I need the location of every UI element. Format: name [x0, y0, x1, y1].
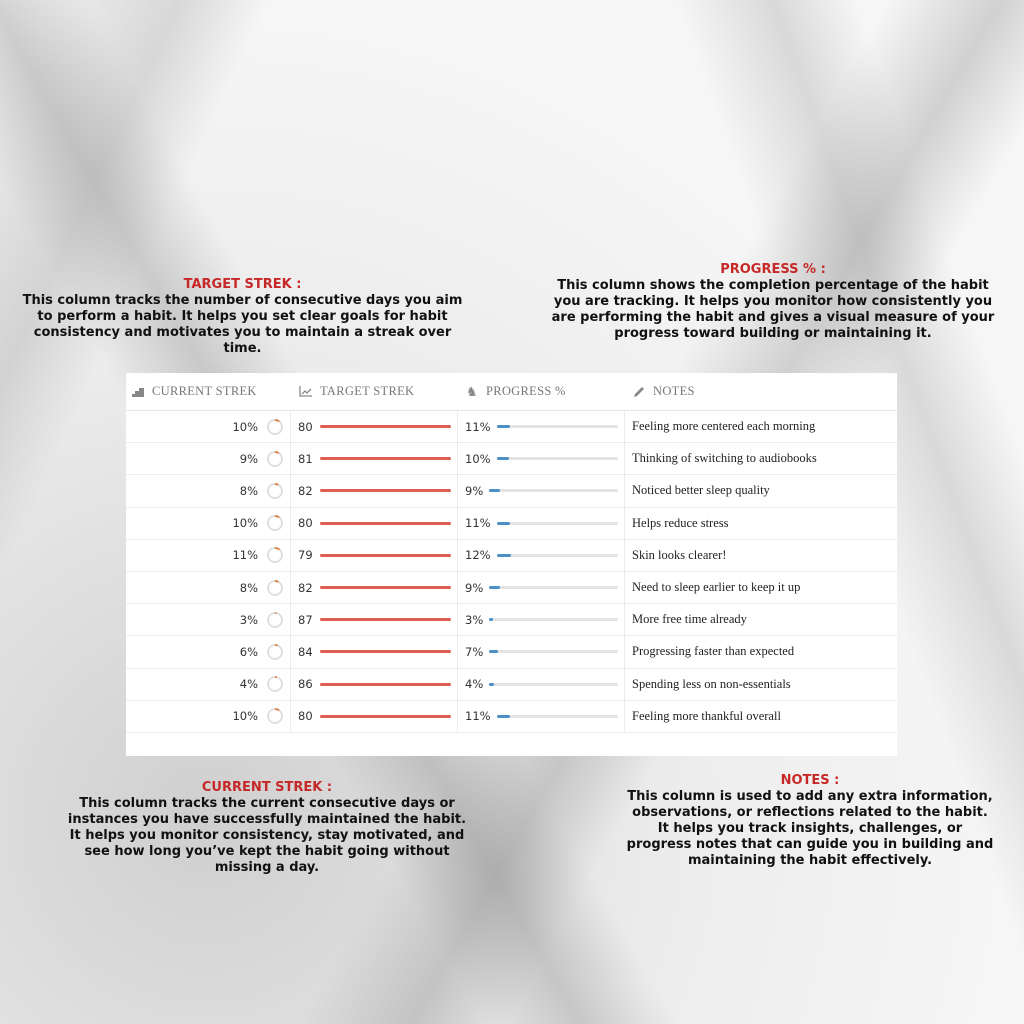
- notes-cell[interactable]: [625, 443, 897, 474]
- target-strek-value: 82: [298, 580, 313, 595]
- caption-body: This column tracks the current consecutive days or instances you have successfully maintained the habit. It helps you monitor consistency, stay motivated, and see how long you’ve kept the habit going without missing a day.: [67, 796, 467, 875]
- progress-bar-fill: [497, 457, 509, 460]
- header-label: PROGRESS %: [485, 384, 566, 398]
- progress-bar: [497, 554, 618, 557]
- target-bar: [320, 715, 451, 718]
- target-strek-value: 82: [298, 483, 313, 498]
- current-strek-value: 11%: [232, 548, 258, 563]
- progress-value: 11%: [465, 709, 491, 724]
- caption-title: CURRENT STREK :: [201, 780, 333, 795]
- target-strek-value: 87: [298, 612, 313, 627]
- notes-cell[interactable]: [625, 572, 897, 603]
- progress-cell[interactable]: [458, 443, 625, 474]
- target-bar: [320, 554, 451, 557]
- target-strek-cell[interactable]: [291, 572, 458, 603]
- target-bar: [320, 586, 451, 589]
- caption-body: This column is used to add any extra information, observations, or reflections related to the habit. It helps you track insights, challenges, or progress notes that can guide you in building and maintaining the habit effectively.: [626, 789, 994, 868]
- table-row[interactable]: [126, 604, 897, 636]
- progress-ring-icon: [266, 611, 284, 629]
- progress-ring-icon: [266, 707, 284, 725]
- note-text: Spending less on non-essentials: [632, 676, 791, 691]
- progress-bar: [489, 683, 618, 686]
- line-chart-icon: [299, 386, 312, 397]
- progress-bar-fill: [489, 489, 500, 492]
- target-bar: [320, 618, 451, 621]
- table-header: [126, 373, 897, 411]
- progress-ring-icon: [266, 675, 284, 693]
- progress-value: 7%: [465, 644, 484, 659]
- notes-cell[interactable]: [625, 508, 897, 539]
- progress-value: 12%: [465, 548, 491, 563]
- target-bar: [320, 489, 451, 492]
- habit-table: [126, 373, 897, 756]
- table-row[interactable]: [126, 411, 897, 443]
- target-strek-value: 84: [298, 644, 313, 659]
- progress-bar-fill: [497, 522, 511, 525]
- target-bar: [320, 457, 451, 460]
- target-strek-cell[interactable]: [291, 604, 458, 635]
- table-row[interactable]: [126, 669, 897, 701]
- progress-bar: [489, 650, 618, 653]
- caption-body: This column shows the completion percentage of the habit you are tracking. It helps you monitor how consistently you are performing the habit and gives a visual measure of your progress toward building or maintaining it.: [551, 278, 995, 341]
- target-strek-value: 81: [298, 451, 313, 466]
- target-strek-value: 80: [298, 419, 313, 434]
- notes-cell[interactable]: [625, 669, 897, 700]
- target-bar: [320, 425, 451, 428]
- progress-ring-icon: [266, 643, 284, 661]
- current-strek-cell[interactable]: [126, 604, 291, 635]
- header-target-strek[interactable]: [291, 384, 458, 399]
- progress-cell[interactable]: [458, 636, 625, 667]
- current-strek-value: 10%: [232, 516, 258, 531]
- header-current-strek[interactable]: [126, 384, 291, 399]
- header-notes[interactable]: [625, 384, 897, 399]
- progress-cell[interactable]: [458, 411, 625, 442]
- current-strek-cell[interactable]: [126, 701, 291, 732]
- notes-cell[interactable]: [625, 604, 897, 635]
- caption-title: PROGRESS % :: [720, 262, 826, 277]
- note-text: More free time already: [632, 612, 747, 627]
- current-strek-value: 4%: [239, 677, 258, 692]
- note-text: Need to sleep earlier to keep it up: [632, 580, 801, 595]
- current-strek-cell[interactable]: [126, 475, 291, 506]
- progress-ring-icon: [266, 450, 284, 468]
- target-bar: [320, 650, 451, 653]
- target-strek-value: 79: [298, 548, 313, 563]
- note-text: Noticed better sleep quality: [632, 483, 770, 498]
- progress-bar-fill: [489, 683, 494, 686]
- current-strek-cell[interactable]: [126, 636, 291, 667]
- table-row[interactable]: [126, 540, 897, 572]
- table-row[interactable]: [126, 701, 897, 733]
- target-strek-cell[interactable]: [291, 636, 458, 667]
- progress-bar: [489, 618, 618, 621]
- notes-cell[interactable]: [625, 701, 897, 732]
- progress-bar-fill: [489, 650, 498, 653]
- progress-cell[interactable]: [458, 572, 625, 603]
- target-bar: [320, 522, 451, 525]
- header-progress[interactable]: [458, 384, 625, 400]
- progress-ring-icon: [266, 418, 284, 436]
- caption-current-strek: [62, 780, 472, 876]
- caption-target-strek: [20, 277, 465, 357]
- note-text: Feeling more thankful overall: [632, 708, 781, 723]
- progress-bar: [497, 425, 618, 428]
- table-body: [126, 411, 897, 733]
- table-row[interactable]: [126, 572, 897, 604]
- current-strek-value: 9%: [239, 451, 258, 466]
- bar-steps-icon: [132, 387, 144, 397]
- progress-bar: [497, 715, 618, 718]
- target-strek-cell[interactable]: [291, 540, 458, 571]
- current-strek-value: 10%: [232, 709, 258, 724]
- progress-bar: [497, 522, 618, 525]
- target-bar: [320, 683, 451, 686]
- progress-ring-icon: [266, 514, 284, 532]
- current-strek-cell[interactable]: [126, 411, 291, 442]
- progress-cell[interactable]: [458, 701, 625, 732]
- caption-progress: [550, 262, 996, 342]
- notes-cell[interactable]: [625, 540, 897, 571]
- progress-bar-fill: [489, 618, 493, 621]
- table-row[interactable]: [126, 636, 897, 668]
- progress-bar-fill: [497, 715, 511, 718]
- current-strek-value: 8%: [239, 580, 258, 595]
- progress-value: 11%: [465, 419, 491, 434]
- progress-value: 4%: [465, 677, 484, 692]
- current-strek-value: 8%: [239, 483, 258, 498]
- progress-bar: [489, 586, 618, 589]
- target-strek-cell[interactable]: [291, 508, 458, 539]
- current-strek-cell[interactable]: [126, 443, 291, 474]
- note-text: Thinking of switching to audiobooks: [632, 451, 817, 466]
- progress-bar-fill: [497, 425, 511, 428]
- notes-cell[interactable]: [625, 636, 897, 667]
- target-strek-cell[interactable]: [291, 701, 458, 732]
- progress-value: 9%: [465, 483, 484, 498]
- target-strek-value: 80: [298, 516, 313, 531]
- header-label: TARGET STREK: [320, 384, 415, 398]
- current-strek-value: 6%: [239, 644, 258, 659]
- progress-cell[interactable]: [458, 669, 625, 700]
- chess-knight-icon: ♞: [466, 383, 478, 399]
- pencil-icon: [633, 386, 645, 398]
- notes-cell[interactable]: [625, 411, 897, 442]
- header-label: CURRENT STREK: [152, 384, 257, 398]
- progress-bar: [489, 489, 618, 492]
- current-strek-cell[interactable]: [126, 508, 291, 539]
- target-strek-cell[interactable]: [291, 475, 458, 506]
- caption-title: NOTES :: [780, 773, 840, 788]
- note-text: Progressing faster than expected: [632, 644, 795, 659]
- note-text: Skin looks clearer!: [632, 547, 727, 562]
- progress-ring-icon: [266, 579, 284, 597]
- current-strek-value: 3%: [239, 612, 258, 627]
- current-strek-value: 10%: [232, 419, 258, 434]
- header-label: NOTES: [653, 384, 695, 398]
- progress-cell[interactable]: [458, 540, 625, 571]
- table-row[interactable]: [126, 443, 897, 475]
- current-strek-cell[interactable]: [126, 572, 291, 603]
- note-text: Helps reduce stress: [632, 515, 729, 530]
- progress-cell[interactable]: [458, 604, 625, 635]
- target-strek-value: 80: [298, 709, 313, 724]
- target-strek-cell[interactable]: [291, 669, 458, 700]
- caption-title: TARGET STREK :: [183, 277, 302, 292]
- progress-cell[interactable]: [458, 475, 625, 506]
- progress-bar-fill: [489, 586, 500, 589]
- progress-bar: [497, 457, 618, 460]
- caption-body: This column tracks the number of consecutive days you aim to perform a habit. It helps you set clear goals for habit consistency and motivates you to maintain a streak over time.: [22, 293, 463, 356]
- target-strek-cell[interactable]: [291, 443, 458, 474]
- current-strek-cell[interactable]: [126, 669, 291, 700]
- current-strek-cell[interactable]: [126, 540, 291, 571]
- target-strek-value: 86: [298, 677, 313, 692]
- progress-value: 10%: [465, 451, 491, 466]
- progress-value: 11%: [465, 516, 491, 531]
- progress-value: 3%: [465, 612, 484, 627]
- table-row[interactable]: [126, 475, 897, 507]
- target-strek-cell[interactable]: [291, 411, 458, 442]
- note-text: Feeling more centered each morning: [632, 419, 816, 434]
- progress-ring-icon: [266, 482, 284, 500]
- table-row[interactable]: [126, 508, 897, 540]
- caption-notes: [625, 773, 995, 869]
- progress-value: 9%: [465, 580, 484, 595]
- progress-cell[interactable]: [458, 508, 625, 539]
- progress-bar-fill: [497, 554, 512, 557]
- progress-ring-icon: [266, 546, 284, 564]
- notes-cell[interactable]: [625, 475, 897, 506]
